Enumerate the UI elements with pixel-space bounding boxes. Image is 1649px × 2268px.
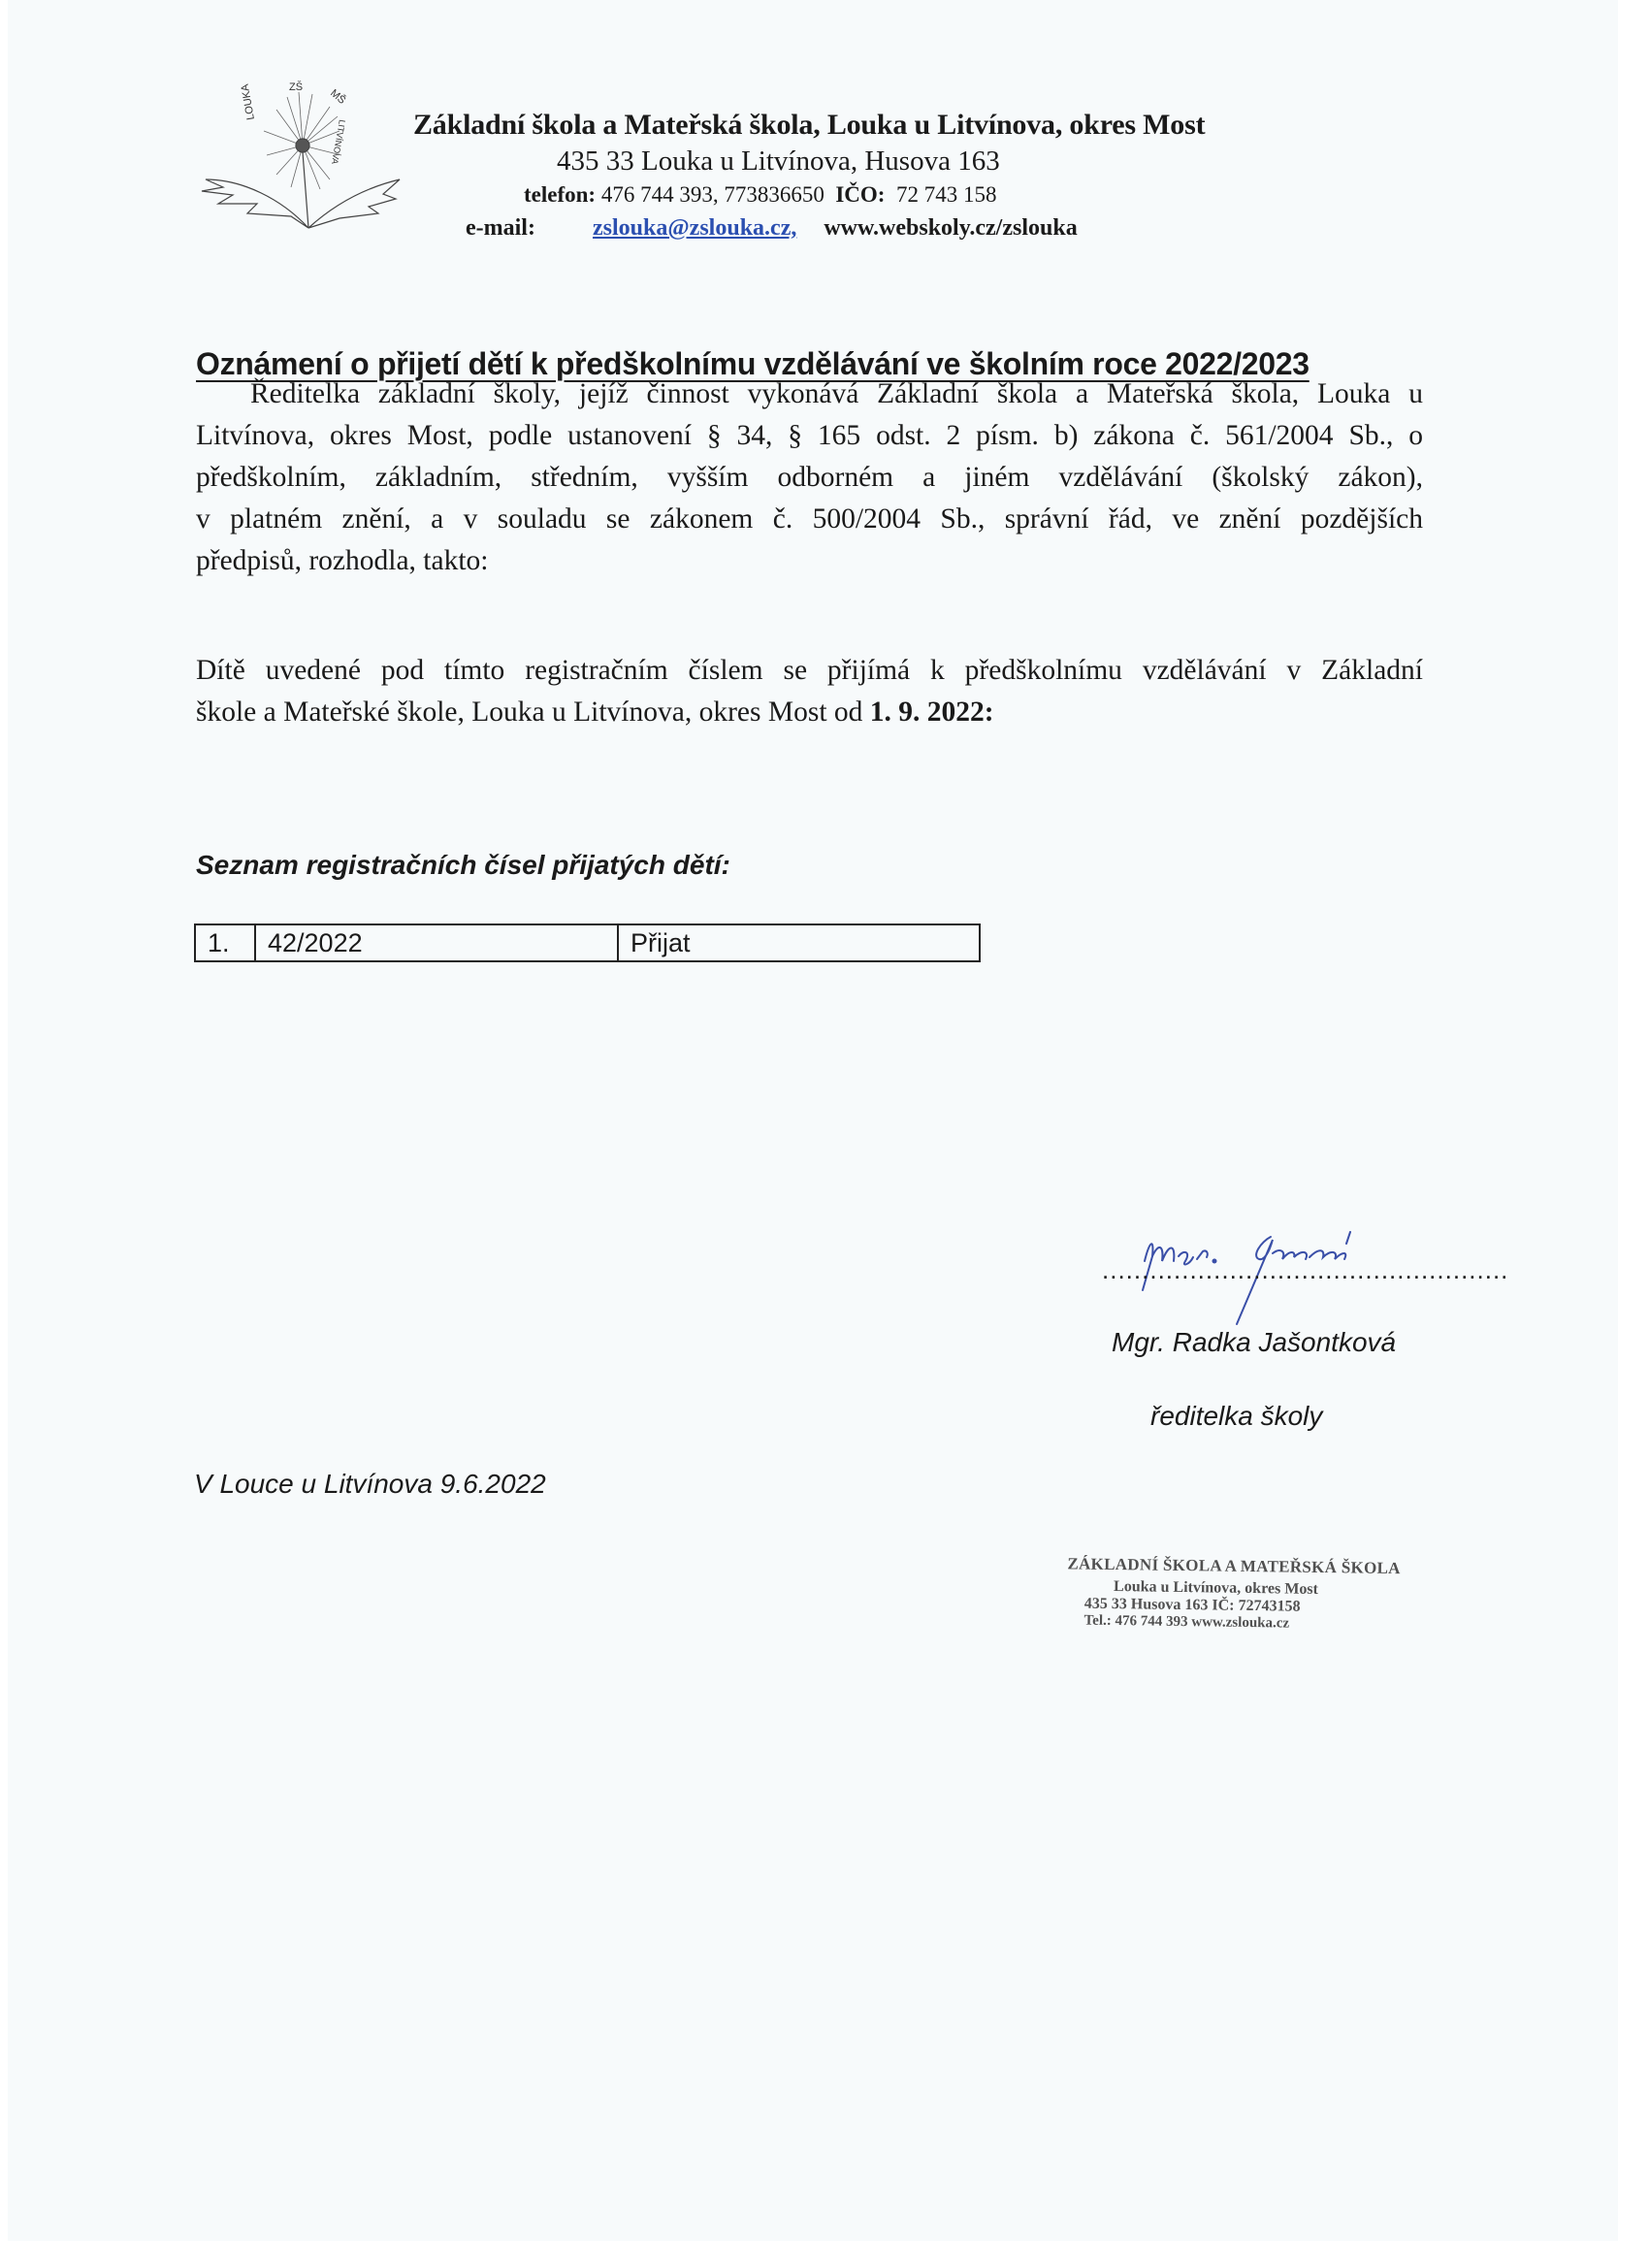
logo-text-litvinova: LITVÍNOVA [329,118,347,166]
row-index: 1. [196,925,256,960]
registration-number: 42/2022 [256,925,619,960]
school-email-row [466,215,1078,242]
logo-text-louka: LOUKA [239,82,257,121]
school-stamp [1066,1554,1436,1634]
paragraph-line: předpisů, rozhodla, takto: [196,545,489,576]
admission-text: škole a Mateřské škole, Louka u Litvínova, okres Most od [196,697,870,728]
admission-paragraph [196,650,1423,733]
email-label: e-mail: [466,215,535,241]
logo-text-zs: ZŠ [289,81,304,93]
stamp-line: ZÁKLADNÍ ŠKOLA A MATEŘSKÁ ŠKOLA [1067,1554,1401,1578]
document-title: Oznámení o přijetí dětí k předškolnímu vzdělávání ve školním roce 2022/2023 [196,346,1310,381]
signature-line: ................................................... [1102,1255,1509,1284]
phone-label: telefon: [524,182,597,207]
registration-list-heading: Seznam registračních čísel přijatých dětí: [196,850,730,880]
stamp-line: 435 33 Husova 163 IČ: 72743158 [1083,1595,1301,1615]
admission-status: Přijat [630,927,691,957]
paragraph-line: Dítě uvedené pod tímto registračním číslem se přijímá k předškolnímu vzdělávání v Základní [196,655,1423,686]
ico-label: IČO: [835,182,886,207]
table-row [194,923,981,962]
paragraph-line-with-date [196,692,1423,733]
stamp-line: Louka u Litvínova, okres Most [1113,1578,1319,1598]
signatory-role: ředitelka školy [1150,1401,1323,1431]
paragraph-line: Ředitelka základní školy, jejíž činnost vykonává Základní škola a Mateřská škola, Louka u [250,378,1423,409]
paragraph-line: Litvínova, okres Most, podle ustanovení § 34, § 165 odst. 2 písm. b) zákona č. 561/2004 Sb., o [196,420,1423,451]
phone-value: 476 744 393, 773836650 [600,182,824,207]
scanned-page [8,0,1618,2241]
place-and-date: V Louce u Litvínova 9.6.2022 [194,1469,546,1499]
school-logo-icon [194,73,407,233]
logo-text-ms: MŠ [328,87,348,107]
email-link[interactable]: zslouka@zslouka.cz, [593,215,797,241]
decision-paragraph [196,373,1423,582]
school-contacts [524,182,996,208]
admission-date: 1. 9. 2022: [869,697,994,728]
school-name: Základní škola a Mateřská škola, Louka u Litvínova, okres Most [413,109,1206,141]
paragraph-line: předškolním, základním, středním, vyšším odborném a jiném vzdělávání (školský zákon), [196,462,1423,493]
website-text: www.webskoly.cz/zslouka [824,215,1078,241]
ico-value: 72 743 158 [895,182,997,207]
signatory-name: Mgr. Radka Jašontková [1112,1327,1397,1357]
school-address: 435 33 Louka u Litvínova, Husova 163 [557,146,1000,177]
stamp-line: Tel.: 476 744 393 www.zslouka.cz [1083,1612,1290,1632]
paragraph-line: v platném znění, a v souladu se zákonem č. 500/2004 Sb., správní řád, ve znění pozdějších [196,503,1423,535]
